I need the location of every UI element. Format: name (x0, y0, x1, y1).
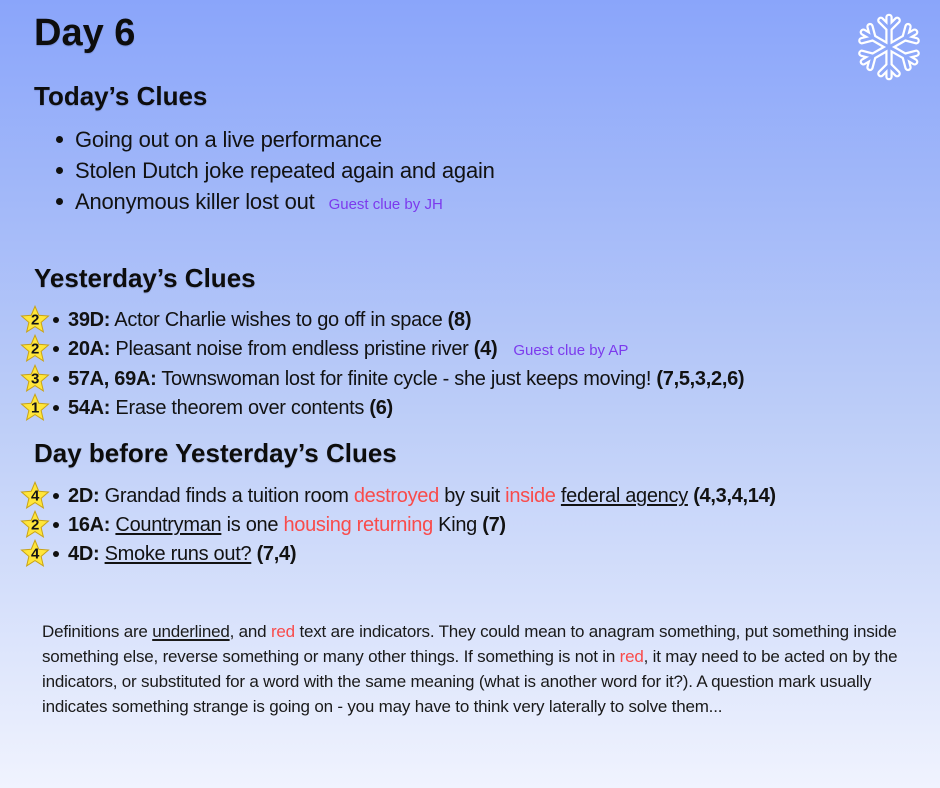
clue-text (68, 482, 776, 511)
clue-plain-text: Erase theorem over contents (110, 397, 370, 420)
star-icon (20, 334, 50, 364)
clue-plain-text: King (432, 514, 483, 537)
definition-text: federal agency (560, 485, 688, 508)
bullet-dot (56, 198, 63, 205)
indicator-text: housing returning (283, 514, 433, 537)
section-heading-day-before: Day before Yesterday’s Clues (34, 438, 397, 469)
star-icon (20, 305, 50, 335)
indicator-text: destroyed (353, 485, 439, 508)
indicator-text: inside (505, 485, 556, 508)
guest-clue-note: Guest clue by JH (328, 195, 443, 213)
star-icon (20, 481, 50, 511)
clue-plain-text: Definitions are (42, 622, 153, 642)
clue-plain-text: Actor Charlie wishes to go off in space (110, 309, 448, 332)
snowflake-icon (852, 10, 926, 84)
star-icon (20, 393, 50, 423)
clue-plain-text: Stolen Dutch joke repeated again and again (75, 157, 495, 183)
definition-text: Smoke runs out? (104, 543, 252, 566)
clue-text (68, 394, 393, 423)
enumeration-text: 39D: (68, 309, 111, 332)
clue-plain-text: Pleasant noise from endless pristine river (110, 338, 474, 361)
clue-plain-text: , and (229, 622, 271, 642)
clue-plain-text: Anonymous killer lost out (75, 188, 315, 214)
clue-plain-text: text are indicators. They could mean to anagram something, put something inside something else, reverse something or many other things. If something is not in (42, 622, 902, 667)
star-count: 4 (31, 545, 39, 563)
clue-text (75, 186, 443, 220)
indicator-text: red (270, 622, 295, 642)
clue-plain-text: , it may need to be acted on by the indicators, or substituted for a word with the same meaning (what is another word for it?). A question mark usually indicates something strange is going on - you may have to think very laterally to solve them... (42, 647, 902, 717)
clue-item (20, 335, 920, 365)
bullet-dot (53, 551, 59, 557)
bullet-dot (56, 136, 63, 143)
indicator-text: red (619, 647, 644, 667)
enumeration-text: (7,5,3,2,6) (656, 368, 745, 391)
enumeration-text: (4,3,4,14) (693, 485, 776, 508)
enumeration-text: 4D: (68, 543, 100, 566)
yesterday-clues-list (31, 306, 920, 423)
enumeration-text: (7) (482, 514, 506, 537)
star-icon (20, 539, 50, 569)
bullet-dot (53, 376, 59, 382)
star-count: 2 (31, 311, 39, 329)
clue-text (68, 335, 628, 365)
bullet-dot (53, 522, 59, 528)
page-title: Day 6 (34, 12, 136, 54)
star-count: 2 (31, 516, 39, 534)
day-before-clues-list (31, 482, 920, 569)
clue-item (20, 394, 920, 423)
enumeration-text: (7,4) (256, 543, 297, 566)
clue-item (34, 155, 920, 186)
explanation-text (42, 619, 916, 719)
bullet-dot (53, 493, 59, 499)
clue-item (20, 482, 920, 511)
enumeration-text: (8) (447, 309, 472, 332)
enumeration-text: 20A: (68, 338, 111, 361)
clue-item (20, 306, 920, 335)
star-count: 2 (31, 340, 39, 358)
clue-item (20, 511, 920, 540)
star-count: 3 (31, 370, 39, 388)
clue-plain-text: Grandad finds a tuition room (99, 485, 354, 508)
enumeration-text: (6) (369, 397, 393, 420)
enumeration-text: (4) (473, 338, 498, 361)
clue-text (68, 511, 506, 540)
today-clues-list (34, 124, 920, 220)
clue-text (75, 155, 495, 186)
star-icon (20, 364, 50, 394)
definition-text: underlined (152, 622, 230, 642)
clue-plain-text: Townswoman lost for finite cycle - she just keeps moving! (156, 368, 657, 391)
enumeration-text: 54A: (68, 397, 111, 420)
clue-plain-text: by suit (438, 485, 506, 508)
star-count: 4 (31, 487, 39, 505)
section-heading-today: Today’s Clues (34, 80, 208, 111)
section-heading-yesterday: Yesterday’s Clues (34, 262, 256, 293)
clue-item (20, 365, 920, 394)
bullet-dot (53, 346, 59, 352)
bullet-dot (53, 317, 59, 323)
bullet-dot (53, 405, 59, 411)
bullet-dot (56, 167, 63, 174)
clue-text (68, 540, 296, 569)
enumeration-text: 16A: (68, 514, 111, 537)
clue-item (34, 186, 920, 220)
enumeration-text: 2D: (68, 485, 100, 508)
clue-plain-text: is one (221, 514, 284, 537)
enumeration-text: 57A, 69A: (68, 368, 157, 391)
clue-text (68, 365, 744, 394)
star-count: 1 (31, 399, 39, 417)
clue-item (20, 540, 920, 569)
clue-item (34, 124, 920, 155)
star-icon (20, 510, 50, 540)
clue-text (68, 306, 471, 335)
guest-clue-note: Guest clue by AP (513, 342, 629, 360)
clue-plain-text: Going out on a live performance (75, 126, 382, 152)
definition-text: Countryman (115, 514, 222, 537)
clue-text (75, 124, 382, 155)
